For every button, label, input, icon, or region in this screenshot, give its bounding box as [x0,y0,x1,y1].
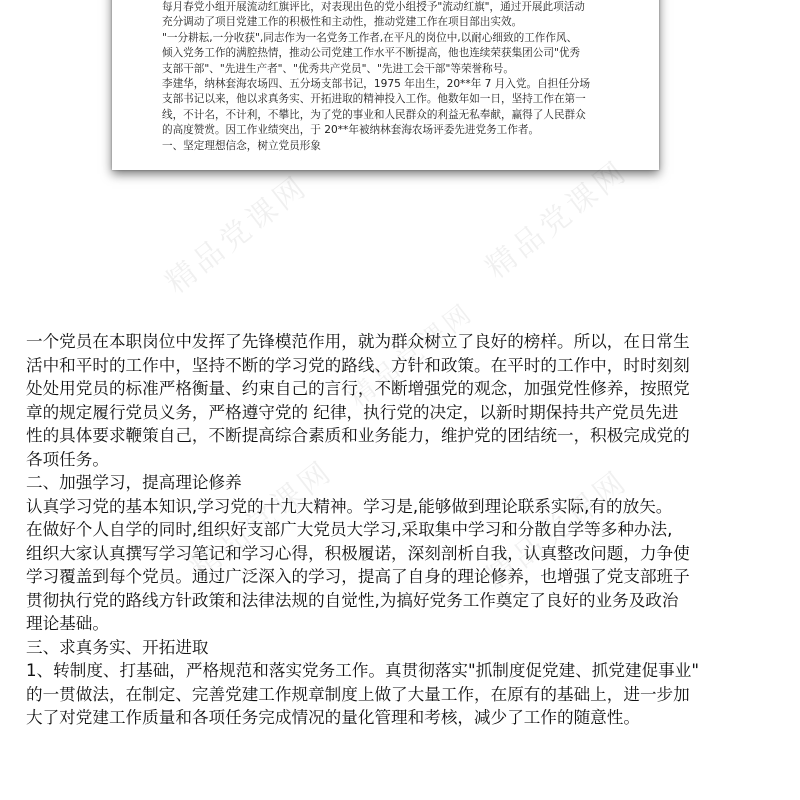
excerpt-heading: 一、坚定理想信念，树立党员形象 [162,139,321,152]
excerpt-line: 李建华，纳林套海农场四、五分场支部书记，1975 年出生，20**年 7 月入党。自担任分场 [162,77,591,90]
excerpt-text [162,0,632,154]
watermark: 精品党课网 [343,297,480,414]
body-line: 性的具体要求鞭策自己，不断提高综合素质和业务能力，维护党的团结统一，积极完成党的 [26,426,690,445]
excerpt-line: 倾入党务工作的满腔热情，推动公司党建工作水平不断提高，他也连续荣获集团公司"优秀 [162,47,581,60]
excerpt-line: 支部干部"、"先进生产者"、"优秀共产党员"、"先进工会干部"等荣誉称号。 [162,62,514,75]
excerpt-line: 线，不计名，不计利，不攀比，为了党的事业和人民群众的利益无私奉献，赢得了人民群众 [162,108,586,121]
excerpt-line: 的高度赞赏。因工作业绩突出，于 20**年被纳林套海农场评委先进党务工作者。 [162,124,540,137]
body-line: 处处用党员的标准严格衡量、约束自己的言行，不断增强党的观念，加强党性修养，按照党 [26,379,690,398]
watermark: 精品党课网 [479,153,635,286]
watermark: 精品党课网 [184,453,340,586]
body-line: 活中和平时的工作中，坚持不断的学习党的路线、方针和政策。在平时的工作中，时时刻刻 [26,355,690,375]
body-line: 1、转制度、打基础，严格规范和落实党务工作。真贯彻落实"抓制度促党建、抓党建促事业" [26,661,699,680]
section-heading: 二、加强学习，提高理论修养 [26,473,242,492]
body-line: 组织大家认真撰写学习笔记和学习心得，积极履诺，深刻剖析自我，认真整改问题，力争使 [26,543,690,563]
document-excerpt-card [112,0,659,170]
excerpt-line: "一分耕耘,一分收获",同志作为一名党务工作者,在平凡的岗位中,以耐心细致的工作作风、 [162,31,578,44]
document-body [26,330,778,730]
body-line: 理论基础。 [26,614,109,633]
section-heading: 三、求真务实、开拓进取 [26,637,209,657]
body-line: 一个党员在本职岗位中发挥了先锋模范作用，就为群众树立了良好的榜样。所以，在日常生 [26,332,690,351]
body-line: 大了对党建工作质量和各项任务完成情况的量化管理和考核，减少了工作的随意性。 [26,708,640,727]
body-line: 的一贯做法，在制定、完善党建工作规章制度上做了大量工作，在原有的基础上，进一步加 [26,684,690,704]
watermark: 精品党课网 [159,168,315,301]
body-line: 在做好个人自学的同时,组织好支部广大党员大学习,采取集中学习和分散自学等多种办法, [26,520,673,539]
body-line: 认真学习党的基本知识,学习党的十九大精神。学习是,能够做到理论联系实际,有的放矢。 [26,496,673,516]
excerpt-line: 每月春党小组开展流动红旗评比，对表现出色的党小组授予"流动红旗"，通过开展此项活动 [162,1,585,13]
body-line: 贯彻执行党的路线方针政策和法律法规的自觉性,为搞好党务工作奠定了良好的业务及政治 [26,590,679,610]
body-line: 学习覆盖到每个党员。通过广泛深入的学习，提高了自身的理论修养，也增强了党支部班子 [26,567,690,586]
excerpt-line: 充分调动了项目党建工作的积极性和主动性，推动党建工作在项目部出实效。 [162,16,523,29]
excerpt-line: 支部书记以来，他以求真务实、开拓进取的精神投入工作。他数年如一日，坚持工作在第一 [162,93,586,106]
watermark: 精品党课网 [479,463,635,596]
body-line: 各项任务。 [26,449,109,469]
body-line: 章的规定履行党员义务，严格遵守党的 纪律，执行党的决定，以新时期保持共产党员先进 [26,402,679,422]
